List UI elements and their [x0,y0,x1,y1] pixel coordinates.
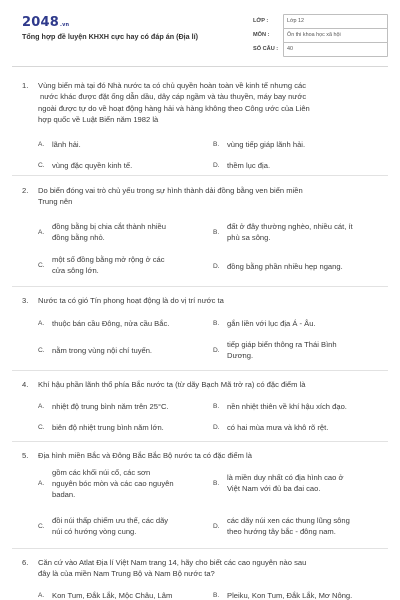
meta-value: Ôn thi khoa học xã hội [283,28,388,43]
meta-value: 40 [283,42,388,57]
option-text [52,515,202,537]
question-divider [12,441,388,442]
option-text [52,467,202,500]
option-letter: B. [213,320,220,327]
question-line: Căn cứ vào Atlat Địa lí Việt Nam trang 14, hãy cho biết các cao nguyên nào sau [38,558,307,567]
site-logo-text: 2048 [22,15,59,30]
question-divider [12,370,388,371]
option-letter: C. [38,162,45,169]
option-text: nhiệt độ trung bình năm trên 25°C. [52,402,169,411]
question-number: 6. [22,558,29,567]
question-number: 3. [22,296,29,305]
option-line: gồm các khối núi cổ, các sơn [52,468,151,477]
option-line: đồng bằng nhỏ. [52,233,105,242]
question-divider [12,548,388,549]
question-number: 2. [22,186,29,195]
option-letter: A. [38,141,45,148]
option-line: đồi núi thấp chiếm ưu thế, các dãy [52,516,169,525]
option-text: vùng tiếp giáp lãnh hải. [227,140,306,149]
option-text: thuộc bán cầu Đông, nửa cầu Bắc. [52,319,170,328]
option-letter: A. [38,229,45,236]
option-text: biên độ nhiệt trung bình năm lớn. [52,423,164,432]
document-title: Tổng hợp đề luyện KHXH cực hay có đáp án (Địa lí) [22,32,199,41]
question-number: 4. [22,380,29,389]
option-text: nằm trong vùng nội chí tuyến. [52,346,153,355]
option-text: lãnh hải. [52,140,81,149]
option-line: phù sa sông. [227,233,271,242]
option-letter: B. [213,403,220,410]
meta-key: MÔN : [253,32,270,38]
option-letter: C. [38,523,45,530]
option-letter: B. [213,592,220,599]
option-line: Việt Nam với đủ ba đai cao. [227,484,321,493]
option-line: Dương. [227,351,254,360]
option-letter: C. [38,347,45,354]
option-letter: A. [38,592,45,599]
question-text [38,379,383,390]
meta-key: SỐ CÂU : [253,46,279,52]
option-line: núi có hướng vòng cung. [52,527,137,536]
option-text: gắn liền với lục địa Á - Âu. [227,319,316,328]
question-number: 5. [22,451,29,460]
option-text: Kon Tum, Đắk Lắk, Mộc Châu, Lâm [52,591,173,600]
document-header [0,0,400,64]
option-text: nền nhiệt thiên về khí hậu xích đạo. [227,402,347,411]
option-letter: D. [213,263,220,270]
option-letter: A. [38,320,45,327]
meta-value: Lớp 12 [283,14,388,29]
question-line: Khí hậu phần lãnh thổ phía Bắc nước ta (từ dãy Bạch Mã trở ra) có đặc điểm là [38,380,306,389]
option-letter: A. [38,480,45,487]
question-line: Địa hình miền Bắc và Đông Bắc Bắc Bộ nước ta có đặc điểm là [38,451,252,460]
option-letter: A. [38,403,45,410]
option-line: đồng bằng bị chia cắt thành nhiều [52,222,166,231]
header-divider [12,66,388,67]
question-text [38,450,383,461]
option-letter: D. [213,523,220,530]
option-line: nguyên bóc mòn và các cao nguyên [52,479,174,488]
question-line: nước khác được đặt ống dẫn dầu, dây cáp ngầm và tàu thuyền, máy bay nước [40,92,307,102]
question-line: hợp quốc về Luật Biển năm 1982 là [38,114,159,124]
option-text [227,472,377,494]
option-letter: B. [213,141,220,148]
question-line: ngoài được tự do về hoạt động hàng hải và hàng không theo Công ước của Liên [38,103,310,113]
option-text: có hai mùa mưa và khô rõ rệt. [227,423,329,432]
option-letter: D. [213,347,220,354]
question-text [38,557,383,580]
question-number: 1. [22,81,29,90]
option-text [227,515,377,537]
site-logo-suffix: .vn [59,22,70,28]
option-text: thềm lục địa. [227,161,271,170]
option-text [52,221,202,243]
question-divider [12,175,388,176]
option-line: một số đồng bằng mở rộng ở các [52,255,165,264]
question-text [38,185,383,208]
question-line: Nước ta có gió Tín phong hoạt động là do vị trí nước ta [38,296,224,305]
option-text [227,339,377,361]
option-text: đồng bằng phần nhiều hẹp ngang. [227,262,343,271]
option-letter: C. [38,424,45,431]
option-line: là miền duy nhất có địa hình cao ở [227,473,344,482]
option-line: cửa sông lớn. [52,266,99,275]
question-text [38,295,383,306]
meta-key: LỚP : [253,18,269,24]
meta-row-class [253,14,388,28]
option-letter: B. [213,480,220,487]
option-line: các dãy núi xen các thung lũng sông [227,516,350,525]
option-text [227,221,377,243]
option-line: đất ở đây thường nghèo, nhiều cát, ít [227,222,353,231]
option-letter: D. [213,424,220,431]
option-text [52,254,202,276]
question-line: Do biển đóng vai trò chủ yếu trong sự hình thành dải đồng bằng ven biển miền [38,186,303,195]
meta-row-count [253,42,388,56]
question-line: Vùng biển mà tại đó Nhà nước ta có chủ quyền hoàn toàn về kinh tế nhưng các [38,81,307,90]
option-line: badan. [52,490,76,499]
site-logo[interactable] [22,15,69,30]
option-line: tiếp giáp biển thông ra Thái Bình [227,340,337,349]
option-letter: B. [213,229,220,236]
question-line: Trung nên [38,197,73,207]
option-letter: D. [213,162,220,169]
option-text: vùng đặc quyền kinh tế. [52,161,133,170]
question-line: đây là của miền Nam Trung Bộ và Nam Bộ nước ta? [38,569,215,579]
option-text: Pleiku, Kon Tum, Đắk Lắk, Mơ Nông. [227,591,353,600]
option-line: theo hướng tây bắc - đông nam. [227,527,336,536]
question-text [38,80,383,125]
option-letter: C. [38,262,45,269]
question-divider [12,286,388,287]
meta-row-subject [253,28,388,42]
document-meta [253,14,388,56]
